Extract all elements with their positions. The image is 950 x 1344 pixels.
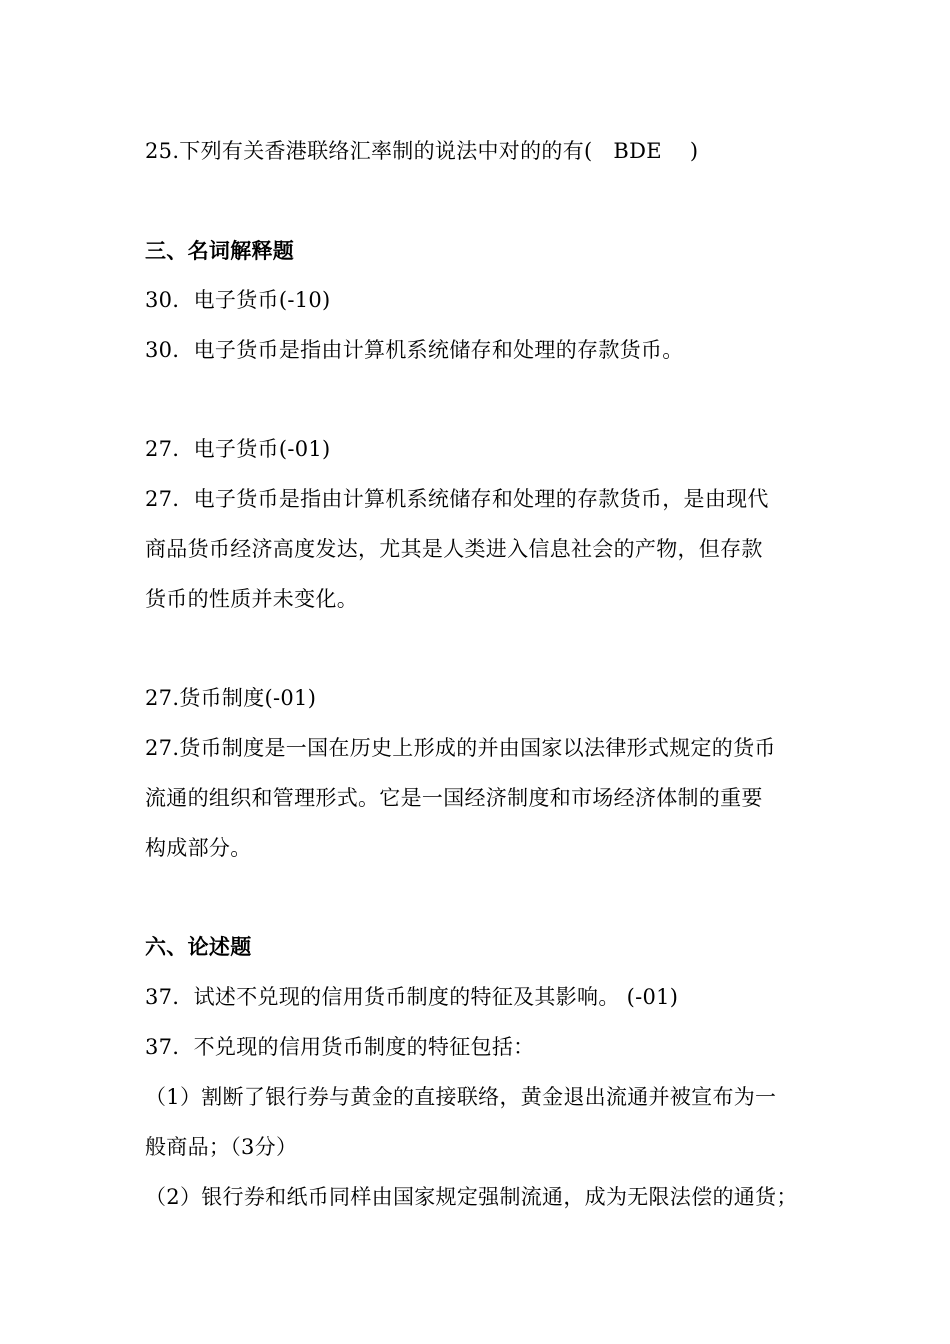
answer-37-point-1-line-2: 般商品；（3分）	[145, 1135, 298, 1159]
answer-27-monetary-system-line-2: 流通的组织和管理形式。它是一国经济制度和市场经济体制的重要	[145, 786, 763, 810]
question-27-monetary-system: 27.货币制度(-01)	[145, 686, 317, 710]
answer-27-monetary-system-line-3: 构成部分。	[145, 836, 252, 860]
question-27-electronic-money: 27．电子货币(-01)	[145, 437, 331, 461]
answer-37-intro: 37．不兑现的信用货币制度的特征包括：	[145, 1035, 535, 1059]
answer-27-electronic-money-line-3: 货币的性质并未变化。	[145, 587, 358, 611]
answer-27-electronic-money-line-2: 商品货币经济高度发达，尤其是人类进入信息社会的产物，但存款	[145, 537, 763, 561]
answer-27-monetary-system-line-1: 27.货币制度是一国在历史上形成的并由国家以法律形式规定的货币	[145, 736, 776, 760]
question-25: 25.下列有关香港联络汇率制的说法中对的的有( BDE )	[145, 139, 699, 163]
question-30: 30．电子货币(-10)	[145, 288, 331, 312]
answer-30: 30．电子货币是指由计算机系统储存和处理的存款货币。	[145, 338, 684, 362]
question-37: 37．试述不兑现的信用货币制度的特征及其影响。 (-01)	[145, 985, 679, 1009]
answer-37-point-1-line-1: （1）割断了银行券与黄金的直接联络，黄金退出流通并被宣布为一	[145, 1085, 777, 1109]
section-heading-definitions: 三、名词解释题	[145, 238, 295, 263]
answer-27-electronic-money-line-1: 27．电子货币是指由计算机系统储存和处理的存款货币，是由现代	[145, 487, 769, 511]
section-heading-essay: 六、论述题	[145, 934, 252, 959]
answer-37-point-2-line-1: （2）银行券和纸币同样由国家规定强制流通，成为无限法偿的通货；	[145, 1185, 798, 1209]
